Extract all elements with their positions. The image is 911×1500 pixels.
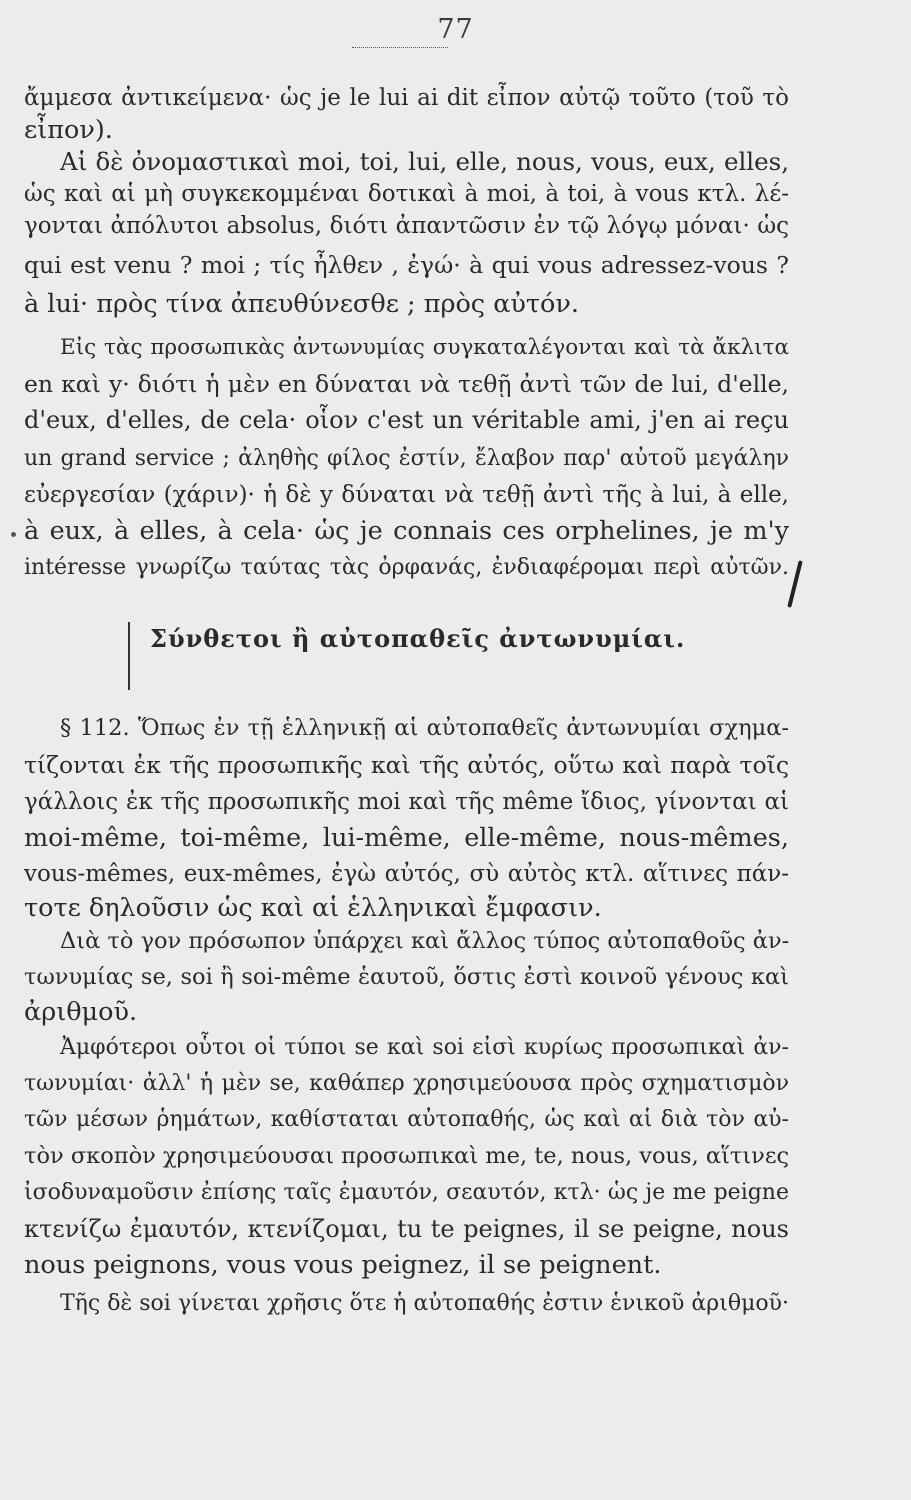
text-line: moi-même, toi-même, lui-même, elle-même, nous-mêmes, — [24, 823, 789, 853]
text-line: ἄμμεσα ἀντικείμενα· ὡς je le lui ai dit εἶπον αὐτῷ τοῦτο (τοῦ τὸ — [24, 85, 789, 111]
text-line: τὸν σκοπὸν χρησιμεύουσαι προσωπικαὶ me, te, nous, vous, αἵτινες — [24, 1143, 790, 1169]
text-line: κτενίζω ἐμαυτόν, κτενίζομαι, tu te peignes, il se peigne, nous — [24, 1215, 789, 1243]
text-line: § 112. Ὅπως ἐν τῇ ἑλληνικῇ αἱ αὐτοπαθεῖς ἀντωνυμίαι σχημα- — [60, 715, 789, 741]
header-rule — [352, 47, 448, 49]
text-line: Εἰς τὰς προσωπικὰς ἀντωνυμίας συγκαταλέγονται καὶ τὰ ἄκλιτα — [60, 335, 789, 360]
page-number: 77 — [437, 14, 474, 45]
text-line: γονται ἀπόλυτοι absolus, διότι ἀπαντῶσιν ἐν τῷ λόγῳ μόναι· ὡς — [24, 213, 789, 239]
margin-pencil-mark — [787, 560, 802, 608]
text-line: τωνυμίας se, soi ἢ soi-même ἑαυτοῦ, ὅστις ἐστὶ κοινοῦ γένους καὶ — [24, 964, 789, 990]
text-line: τωνυμίαι· ἀλλ' ἡ μὲν se, καθάπερ χρησιμεύουσα πρὸς σχηματισμὸν — [24, 1071, 789, 1096]
text-line: Τῆς δὲ soi γίνεται χρῆσις ὅτε ἡ αὐτοπαθής ἐστιν ἑνικοῦ ἀριθμοῦ· — [60, 1291, 789, 1316]
margin-bracket — [128, 622, 130, 690]
margin-dot — [11, 532, 16, 537]
section-heading: Σύνθετοι ἢ αὐτοπαθεῖς ἀντωνυμίαι. — [150, 624, 686, 653]
text-line: à eux, à elles, à cela· ὡς je connais ces orphelines, je m'y — [24, 516, 789, 546]
text-line: τοτε δηλοῦσιν ὡς καὶ αἱ ἑλληνικαὶ ἔμφασιν. — [24, 893, 602, 923]
text-line: vous-mêmes, eux-mêmes, ἐγὼ αὐτός, σὺ αὐτὸς κτλ. αἵτινες πάν- — [24, 861, 789, 887]
text-line: Διὰ τὸ γον πρόσωπον ὑπάρχει καὶ ἄλλος τύπος αὐτοπαθοῦς ἀν- — [60, 928, 790, 954]
text-line: τῶν μέσων ῥημάτων, καθίσταται αὐτοπαθής, ὡς καὶ αἱ διὰ τὸν αὐ- — [24, 1107, 789, 1132]
text-line: ὡς καὶ αἱ μὴ συγκεκομμέναι δοτικαὶ à moi, à toi, à vous κτλ. λέ- — [24, 181, 789, 207]
text-line: εἶπον). — [24, 115, 113, 145]
text-line: nous peignons, vous vous peignez, il se peignent. — [24, 1250, 662, 1280]
text-line: d'eux, d'elles, de cela· οἷον c'est un véritable ami, j'en ai reçu — [24, 406, 789, 434]
text-line: γάλλοις ἐκ τῆς προσωπικῆς moi καὶ τῆς même ἴδιος, γίνονται αἱ — [24, 789, 789, 815]
text-line: qui est venu ? moi ; τίς ἦλθεν , ἐγώ· à qui vous adressez-vous ? — [24, 251, 789, 279]
text-line: un grand service ; ἀληθὴς φίλος ἐστίν, ἔλαβον παρ' αὐτοῦ μεγάλην — [24, 446, 789, 471]
text-line: τίζονται ἐκ τῆς προσωπικῆς καὶ τῆς αὐτός, οὕτω καὶ παρὰ τοῖς — [24, 751, 789, 779]
text-line: εὐεργεσίαν (χάριν)· ἡ δὲ y δύναται νὰ τεθῇ ἀντὶ τῆς à lui, à elle, — [24, 482, 789, 508]
text-line: en καὶ y· διότι ἡ μὲν en δύναται νὰ τεθῇ ἀντὶ τῶν de lui, d'elle, — [24, 370, 789, 398]
text-line: ἀριθμοῦ. — [24, 997, 138, 1027]
text-line: à lui· πρὸς τίνα ἀπευθύνεσθε ; πρὸς αὐτόν. — [24, 289, 579, 319]
text-line: ἰσοδυναμοῦσιν ἐπίσης ταῖς ἐμαυτόν, σεαυτόν, κτλ· ὡς je me peigne — [24, 1180, 789, 1205]
text-line: Ἀμφότεροι οὗτοι οἱ τύποι se καὶ soi εἰσὶ κυρίως προσωπικαὶ ἀν- — [60, 1035, 789, 1060]
text-line: intéresse γνωρίζω ταύτας τὰς ὀρφανάς, ἐνδιαφέρομαι περὶ αὐτῶν. — [24, 555, 789, 580]
text-line: Αἱ δὲ ὀνομαστικαὶ moi, toi, lui, elle, nous, vous, eux, elles, — [60, 147, 789, 176]
